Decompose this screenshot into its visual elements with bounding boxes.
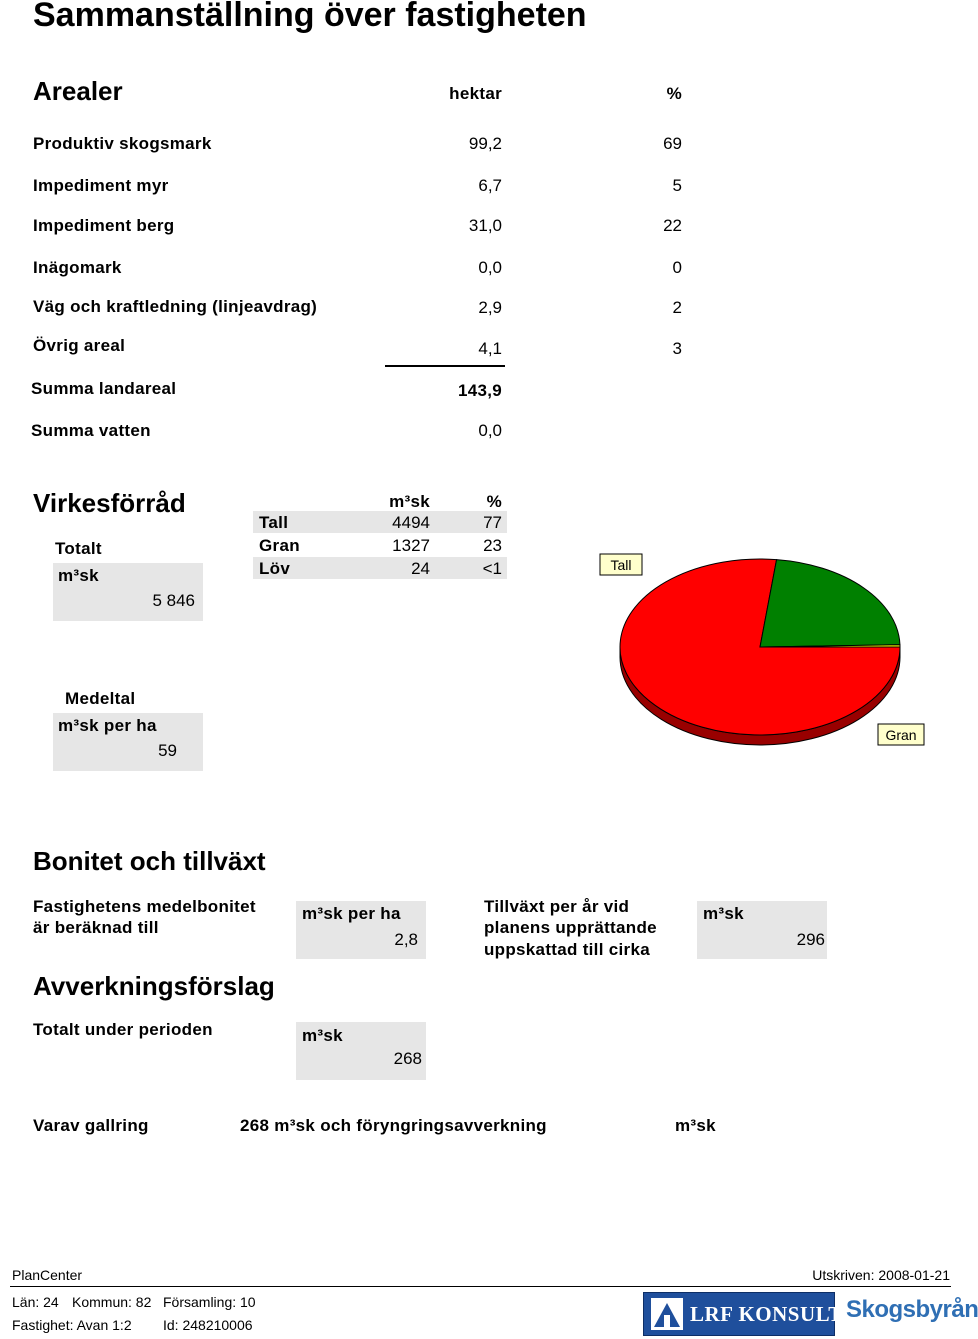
summa-landareal-value: 143,9 xyxy=(457,381,502,400)
areal-hektar: 4,1 xyxy=(478,339,502,358)
tillvaxt-box xyxy=(697,901,827,959)
totalt-box xyxy=(53,563,203,621)
avverkning-totalt-label: Totalt under perioden xyxy=(33,1020,213,1039)
areal-hektar: 2,9 xyxy=(478,298,502,317)
tradslag-m3sk: 4494 xyxy=(392,513,430,532)
tradslag-table xyxy=(253,511,507,579)
lrf-konsult-logo xyxy=(643,1292,843,1336)
pie-label-gran-text: Gran xyxy=(885,727,917,743)
areal-percent: 3 xyxy=(672,339,682,358)
col-percent-header: % xyxy=(486,492,502,511)
sum-divider xyxy=(385,365,505,367)
footer-kommun: Kommun: 82 xyxy=(72,1294,152,1310)
medelbonitet-text-1: Fastighetens medelbonitet xyxy=(33,897,256,916)
summa-landareal-label: Summa landareal xyxy=(31,379,177,398)
totalt-unit: m³sk xyxy=(58,566,99,585)
medeltal-box xyxy=(53,713,203,771)
tillvaxt-value: 296 xyxy=(796,930,825,949)
footer-app-name: PlanCenter xyxy=(12,1267,83,1283)
summa-vatten-label: Summa vatten xyxy=(31,421,151,440)
areal-label: Impediment berg xyxy=(33,216,175,235)
areal-percent: 0 xyxy=(672,258,682,277)
lrf-emblem-icon xyxy=(650,1297,684,1331)
medeltal-unit: m³sk per ha xyxy=(58,716,157,735)
skogsbyran-logo: Skogsbyrån xyxy=(846,1296,978,1323)
pie-label-gran xyxy=(878,724,924,745)
totalt-label: Totalt xyxy=(55,539,102,558)
page-title: Sammanställning över fastigheten xyxy=(33,0,587,34)
medelbonitet-unit: m³sk per ha xyxy=(302,904,401,923)
medelbonitet-box xyxy=(296,901,426,959)
arealer-heading: Arealer xyxy=(33,76,123,106)
footer-fastighet: Fastighet: Avan 1:2 xyxy=(12,1317,132,1333)
tillvaxt-unit: m³sk xyxy=(703,904,744,923)
areal-hektar: 6,7 xyxy=(478,176,502,195)
medelbonitet-value: 2,8 xyxy=(394,930,418,949)
tradslag-label: Tall xyxy=(259,513,289,532)
tillvaxt-text-3: uppskattad till cirka xyxy=(484,940,650,959)
avverkning-value: 268 xyxy=(393,1049,422,1068)
summa-vatten-value: 0,0 xyxy=(478,421,502,440)
tradslag-percent: 77 xyxy=(483,513,502,532)
tillvaxt-text-2: planens upprättande xyxy=(484,918,657,937)
pie-label-tall xyxy=(600,554,642,575)
tillvaxt-text-1: Tillväxt per år vid xyxy=(484,897,630,916)
pie-label-tall-text: Tall xyxy=(610,557,632,573)
varav-gallring-unit: m³sk xyxy=(675,1116,716,1135)
areal-percent: 69 xyxy=(663,134,682,153)
tradslag-m3sk: 24 xyxy=(411,559,430,578)
tradslag-m3sk: 1327 xyxy=(392,536,430,555)
tradslag-label: Löv xyxy=(259,559,291,578)
col-percent-header: % xyxy=(666,84,682,103)
areal-label: Inägomark xyxy=(33,258,122,277)
medelbonitet-text-2: är beräknad till xyxy=(33,918,159,937)
avverkning-heading: Avverkningsförslag xyxy=(33,971,275,1001)
footer-lan: Län: 24 xyxy=(12,1294,59,1310)
areal-percent: 22 xyxy=(663,216,682,235)
footer-forsamling: Församling: 10 xyxy=(163,1294,256,1310)
volume-pie-chart xyxy=(590,550,930,770)
footer-id: Id: 248210006 xyxy=(163,1317,253,1333)
avverkning-box xyxy=(296,1022,426,1080)
varav-gallring-label: Varav gallring xyxy=(33,1116,149,1135)
areal-percent: 2 xyxy=(672,298,682,317)
areal-label: Impediment myr xyxy=(33,176,169,195)
pie-slices xyxy=(620,559,900,735)
areal-label: Väg och kraftledning (linjeavdrag) xyxy=(33,297,318,316)
avverkning-unit: m³sk xyxy=(302,1026,343,1045)
areal-percent: 5 xyxy=(672,176,682,195)
footer-printed-date: Utskriven: 2008-01-21 xyxy=(812,1267,950,1283)
varav-gallring-text: 268 m³sk och föryngringsavverkning xyxy=(240,1116,547,1135)
medeltal-label: Medeltal xyxy=(65,689,136,708)
areal-label: Övrig areal xyxy=(33,336,126,355)
col-m3sk-header: m³sk xyxy=(389,492,430,511)
totalt-value: 5 846 xyxy=(152,591,195,610)
tradslag-percent: <1 xyxy=(482,559,502,578)
areal-hektar: 0,0 xyxy=(478,258,502,277)
tradslag-label: Gran xyxy=(259,536,300,555)
areal-label: Produktiv skogsmark xyxy=(33,134,212,153)
col-hektar-header: hektar xyxy=(449,84,502,103)
areal-hektar: 99,2 xyxy=(468,134,502,153)
areal-hektar: 31,0 xyxy=(468,216,502,235)
pie-slice-gran xyxy=(760,560,900,647)
lrf-konsult-text: LRF KONSULT xyxy=(690,1302,843,1326)
tradslag-percent: 23 xyxy=(483,536,502,555)
virkesforrad-heading: Virkesförråd xyxy=(33,488,186,518)
footer-divider xyxy=(10,1286,951,1287)
bonitet-heading: Bonitet och tillväxt xyxy=(33,846,266,876)
medeltal-value: 59 xyxy=(158,741,177,760)
